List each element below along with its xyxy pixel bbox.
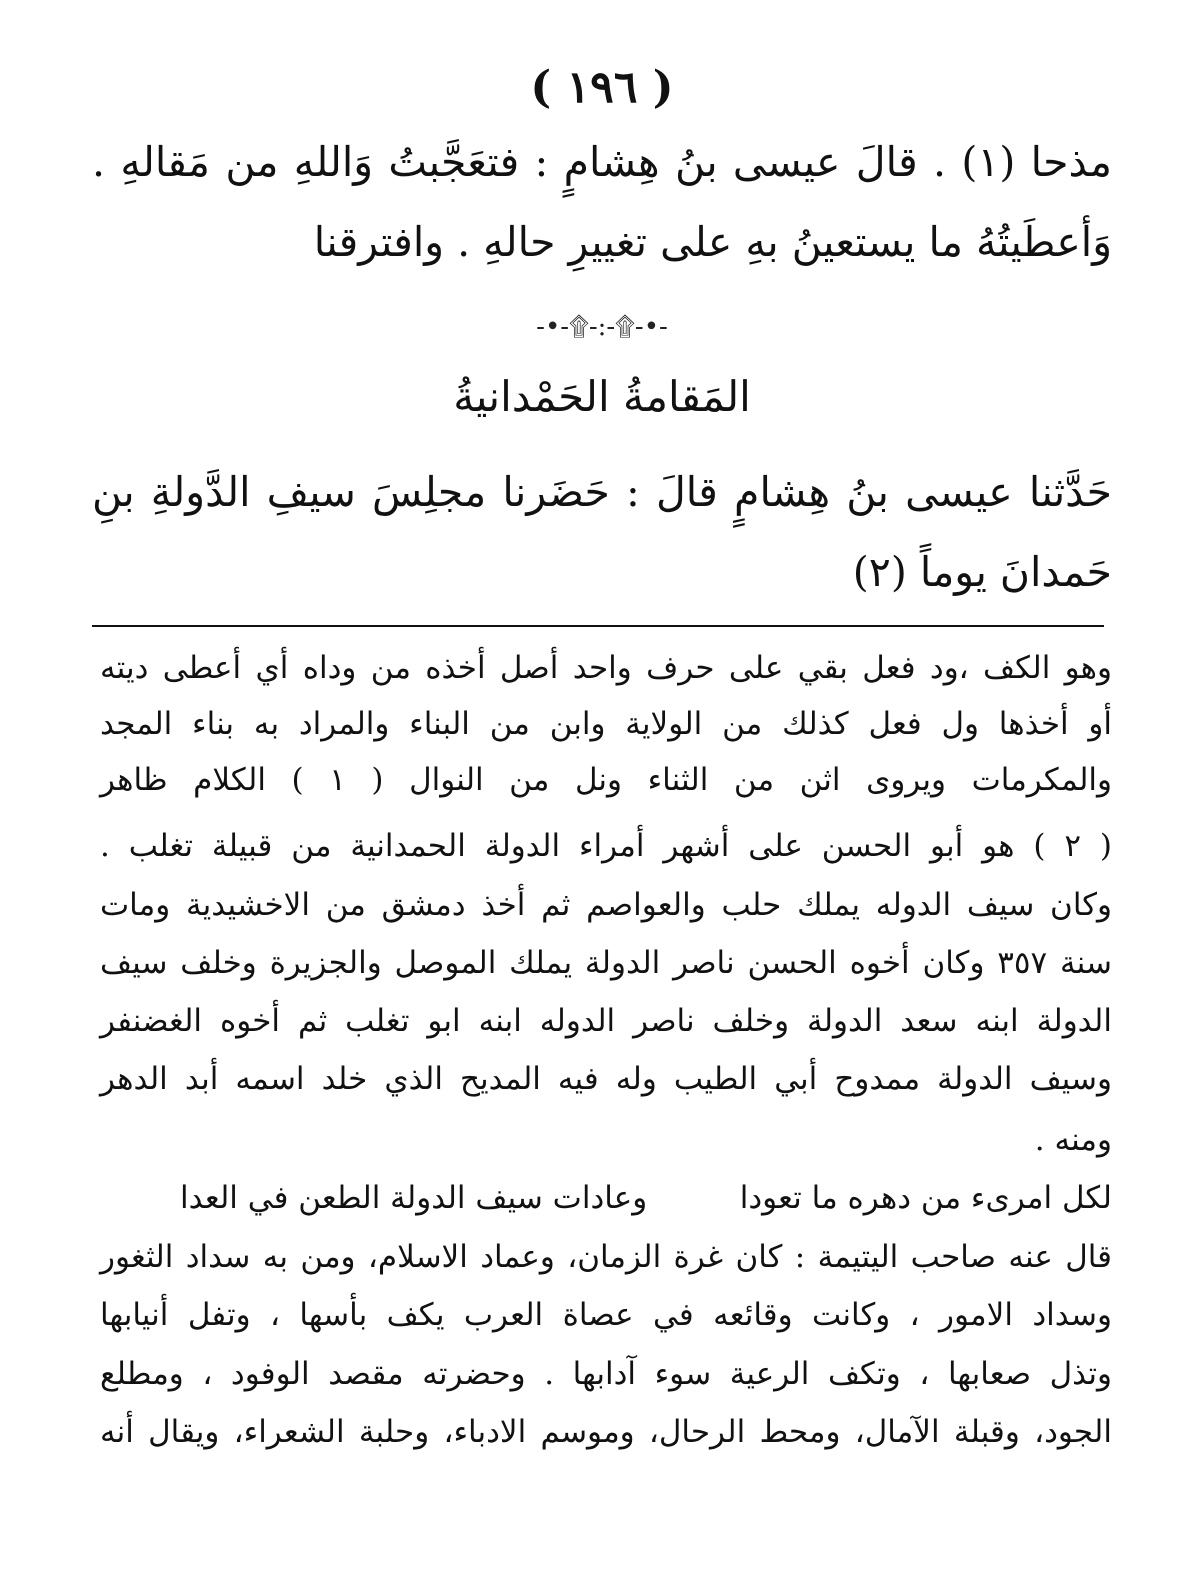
footnote-line: وكان سيف الدوله يملك حلب والعواصم ثم أخذ دمشق من الاخشيدية ومات [100,887,1112,923]
main-text-line: مذحا (١) . قالَ عيسى بنُ هِشامٍ : فتعَجَّبتُ وَاللهِ من مَقالهِ . [92,138,1112,186]
section-title: المَقامةُ الحَمْدانيةُ [453,372,751,421]
footnote-line: أو أخذها ول فعل كذلك من الولاية وابن من البناء والمراد به بناء المجد [100,706,1112,742]
verse-first-hemistich: لكل امرىء من دهره ما تعودا [739,1180,1112,1216]
footnote-line: الدولة ابنه سعد الدولة وخلف ناصر الدوله ابنه ابو تغلب ثم أخوه الغضنفر [100,1003,1112,1039]
verse-second-hemistich: وعادات سيف الدولة الطعن في العدا [180,1180,648,1216]
section-text-line: حَدَّثنا عيسى بنُ هِشامٍ قالَ : حَضَرنا مجلِسَ سيفِ الدَّولةِ بنِ [92,468,1112,516]
footnote-line: وسداد الامور ، وكانت وقائعه في عصاة العرب يكف بأسها ، وتفل أنيابها [100,1297,1112,1333]
footnote-line: سنة ٣٥٧ وكان أخوه الحسن ناصر الدولة يملك الموصل والجزيرة وخلف سيف [100,945,1112,981]
footnote-line: ومنه . [1034,1122,1112,1158]
section-text-line: حَمدانَ يوماً (٢) [852,548,1112,596]
footnote-line: الجود، وقبلة الآمال، ومحط الرحال، وموسم الادباء، وحلبة الشعراء، ويقال أنه [100,1414,1112,1450]
footnote-line: ( ٢ ) هو أبو الحسن على أشهر أمراء الدولة الحمدانية من قبيلة تغلب . [100,828,1113,864]
footnote-line: وتذل صعابها ، وتكف الرعية سوء آدابها . وحضرته مقصد الوفود ، ومطلع [100,1356,1112,1392]
footnote-line: وسيف الدولة ممدوح أبي الطيب وله فيه المديح الذي خلد اسمه أبد الدهر [100,1061,1112,1097]
footnote-line: قال عنه صاحب اليتيمة : كان غرة الزمان، وعماد الاسلام، ومن به سداد الثغور [100,1239,1112,1275]
footnote-line: والمكرمات ويروى اثن من الثناء ونل من النوال ( ١ ) الكلام ظاهر [100,762,1112,798]
footnote-line: وهو الكف ،ود فعل بقي على حرف واحد أصل أخذه من وداه أي أعطى ديته [100,650,1112,686]
page-number: ( ١٩٦ ) [530,62,674,113]
footnote-separator [92,625,1104,627]
main-text-line: وَأعطَيتُهُ ما يستعينُ بهِ على تغييرِ حالهِ . وافترقنا [313,218,1112,266]
section-divider-ornament: -•-۩-:-۩-•- [536,312,668,342]
poetry-verse [100,1173,1112,1223]
